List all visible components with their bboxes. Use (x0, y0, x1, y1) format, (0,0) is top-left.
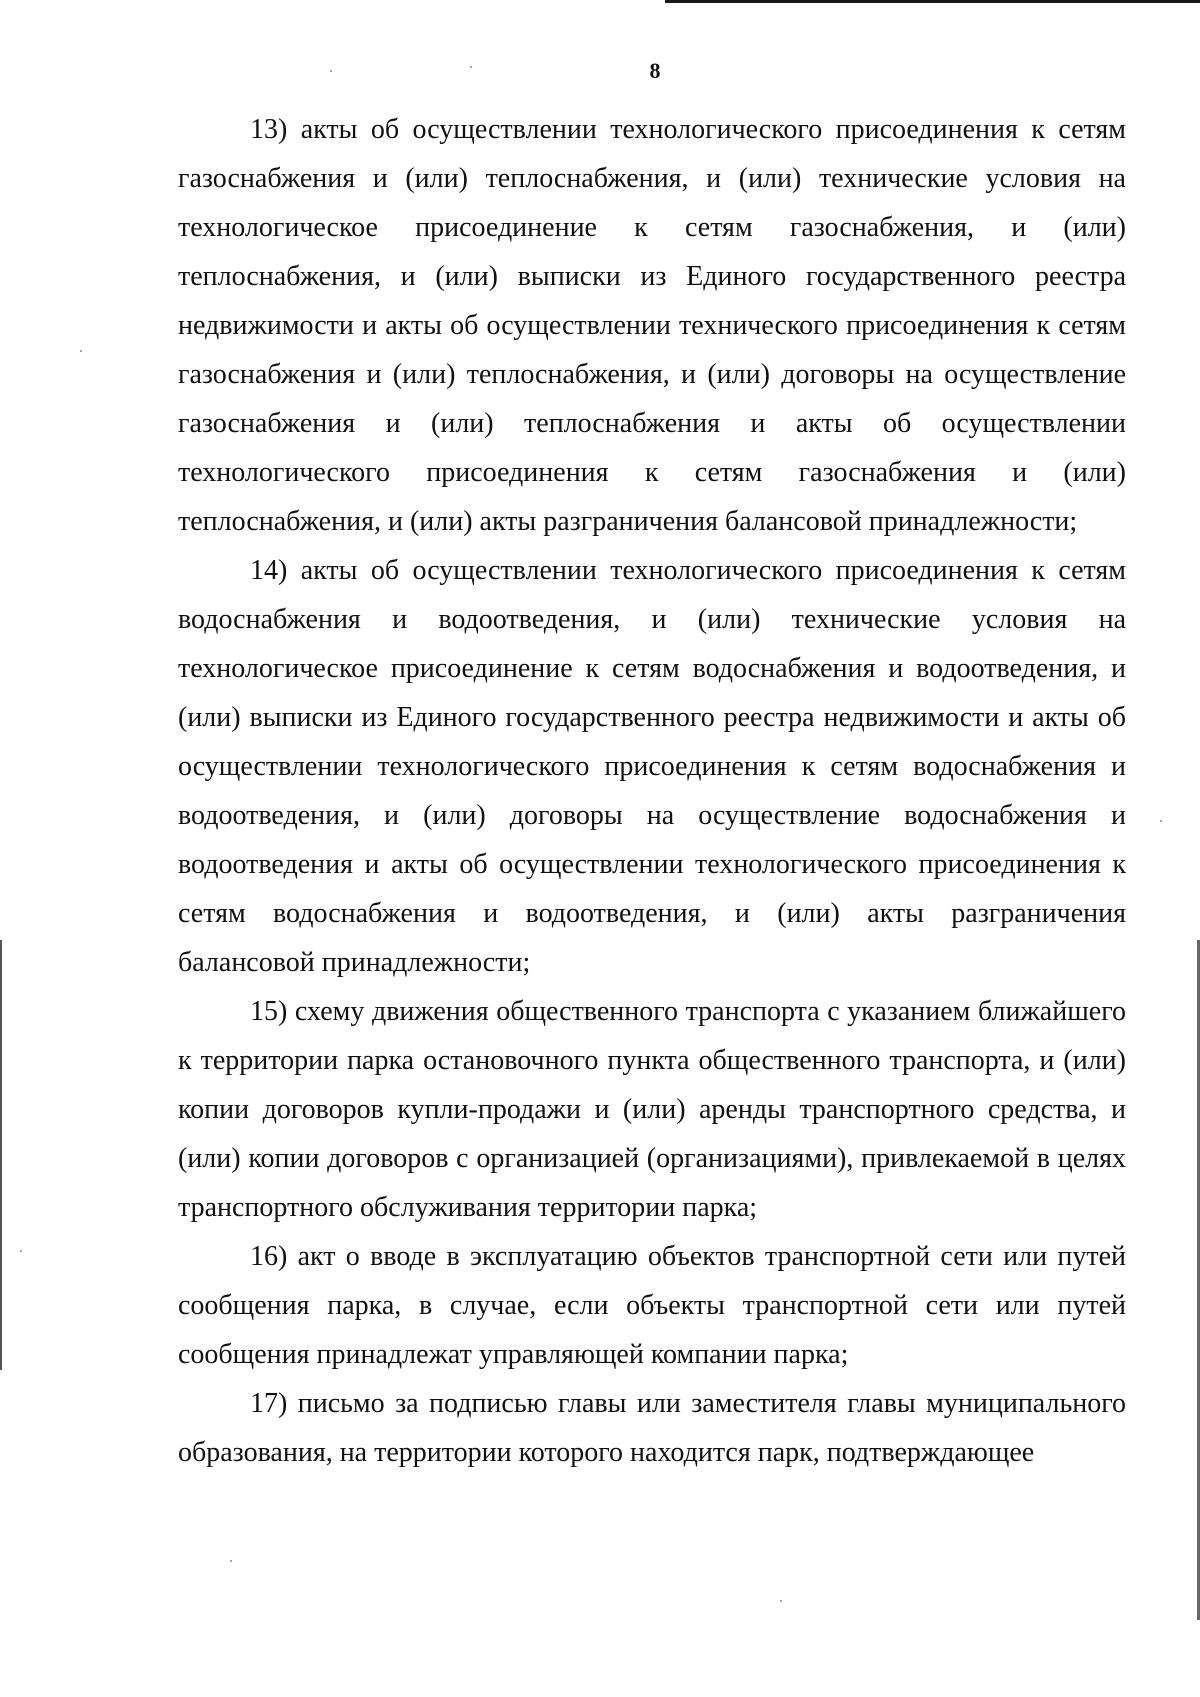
scan-speck (330, 70, 332, 72)
document-body (178, 105, 1126, 1477)
scan-speck (230, 1560, 232, 1562)
scan-left-edge (0, 940, 2, 1370)
scan-speck (80, 350, 82, 352)
scan-speck (1160, 820, 1162, 822)
page-number: 8 (649, 58, 661, 83)
top-border-line (665, 0, 1200, 3)
scan-speck (780, 1600, 782, 1602)
paragraph-item-14: 14) акты об осуществлении технологического присоединения к сетям водоснабжения и водоотведения, и (или) технические условия на технологическое присоединение к сетям водоснабжения и водоотведения, и (или) выписки из Единого государственного реестра недвижимости и акты об осуществлении технологического присоединения к сетям водоснабжения и водоотведения, и (или) договоры на осуществление водоснабжения и водоотведения и акты об осуществлении технологического присоединения к сетям водоснабжения и водоотведения, и (или) акты разграничения балансовой принадлежности; (178, 555, 1126, 978)
paragraph-item-17: 17) письмо за подписью главы или заместителя главы муниципального образования, на территории которого находится парк, подтверждающее (178, 1388, 1126, 1468)
paragraph-item-15: 15) схему движения общественного транспорта с указанием ближайшего к территории парка остановочного пункта общественного транспорта, и (или) копии договоров купли-продажи и (или) аренды транспортного средства, и (или) копии договоров с организацией (организациями), привлекаемой в целях транспортного обслуживания территории парка; (178, 996, 1126, 1223)
scan-speck (20, 1250, 22, 1252)
paragraph-item-16: 16) акт о вводе в эксплуатацию объектов транспортной сети или путей сообщения парка, в случае, если объекты транспортной сети или путей сообщения принадлежат управляющей компании парка; (178, 1241, 1126, 1370)
scan-speck (470, 66, 472, 68)
paragraph-item-13: 13) акты об осуществлении технологического присоединения к сетям газоснабжения и (или) теплоснабжения, и (или) технические условия на технологическое присоединение к сетям газоснабжения, и (или) теплоснабжения, и (или) выписки из Единого государственного реестра недвижимости и акты об осуществлении технического присоединения к сетям газоснабжения и (или) теплоснабжения, и (или) договоры на осуществление газоснабжения и (или) теплоснабжения и акты об осуществлении технологического присоединения к сетям газоснабжения и (или) теплоснабжения, и (или) акты разграничения балансовой принадлежности; (178, 114, 1126, 537)
